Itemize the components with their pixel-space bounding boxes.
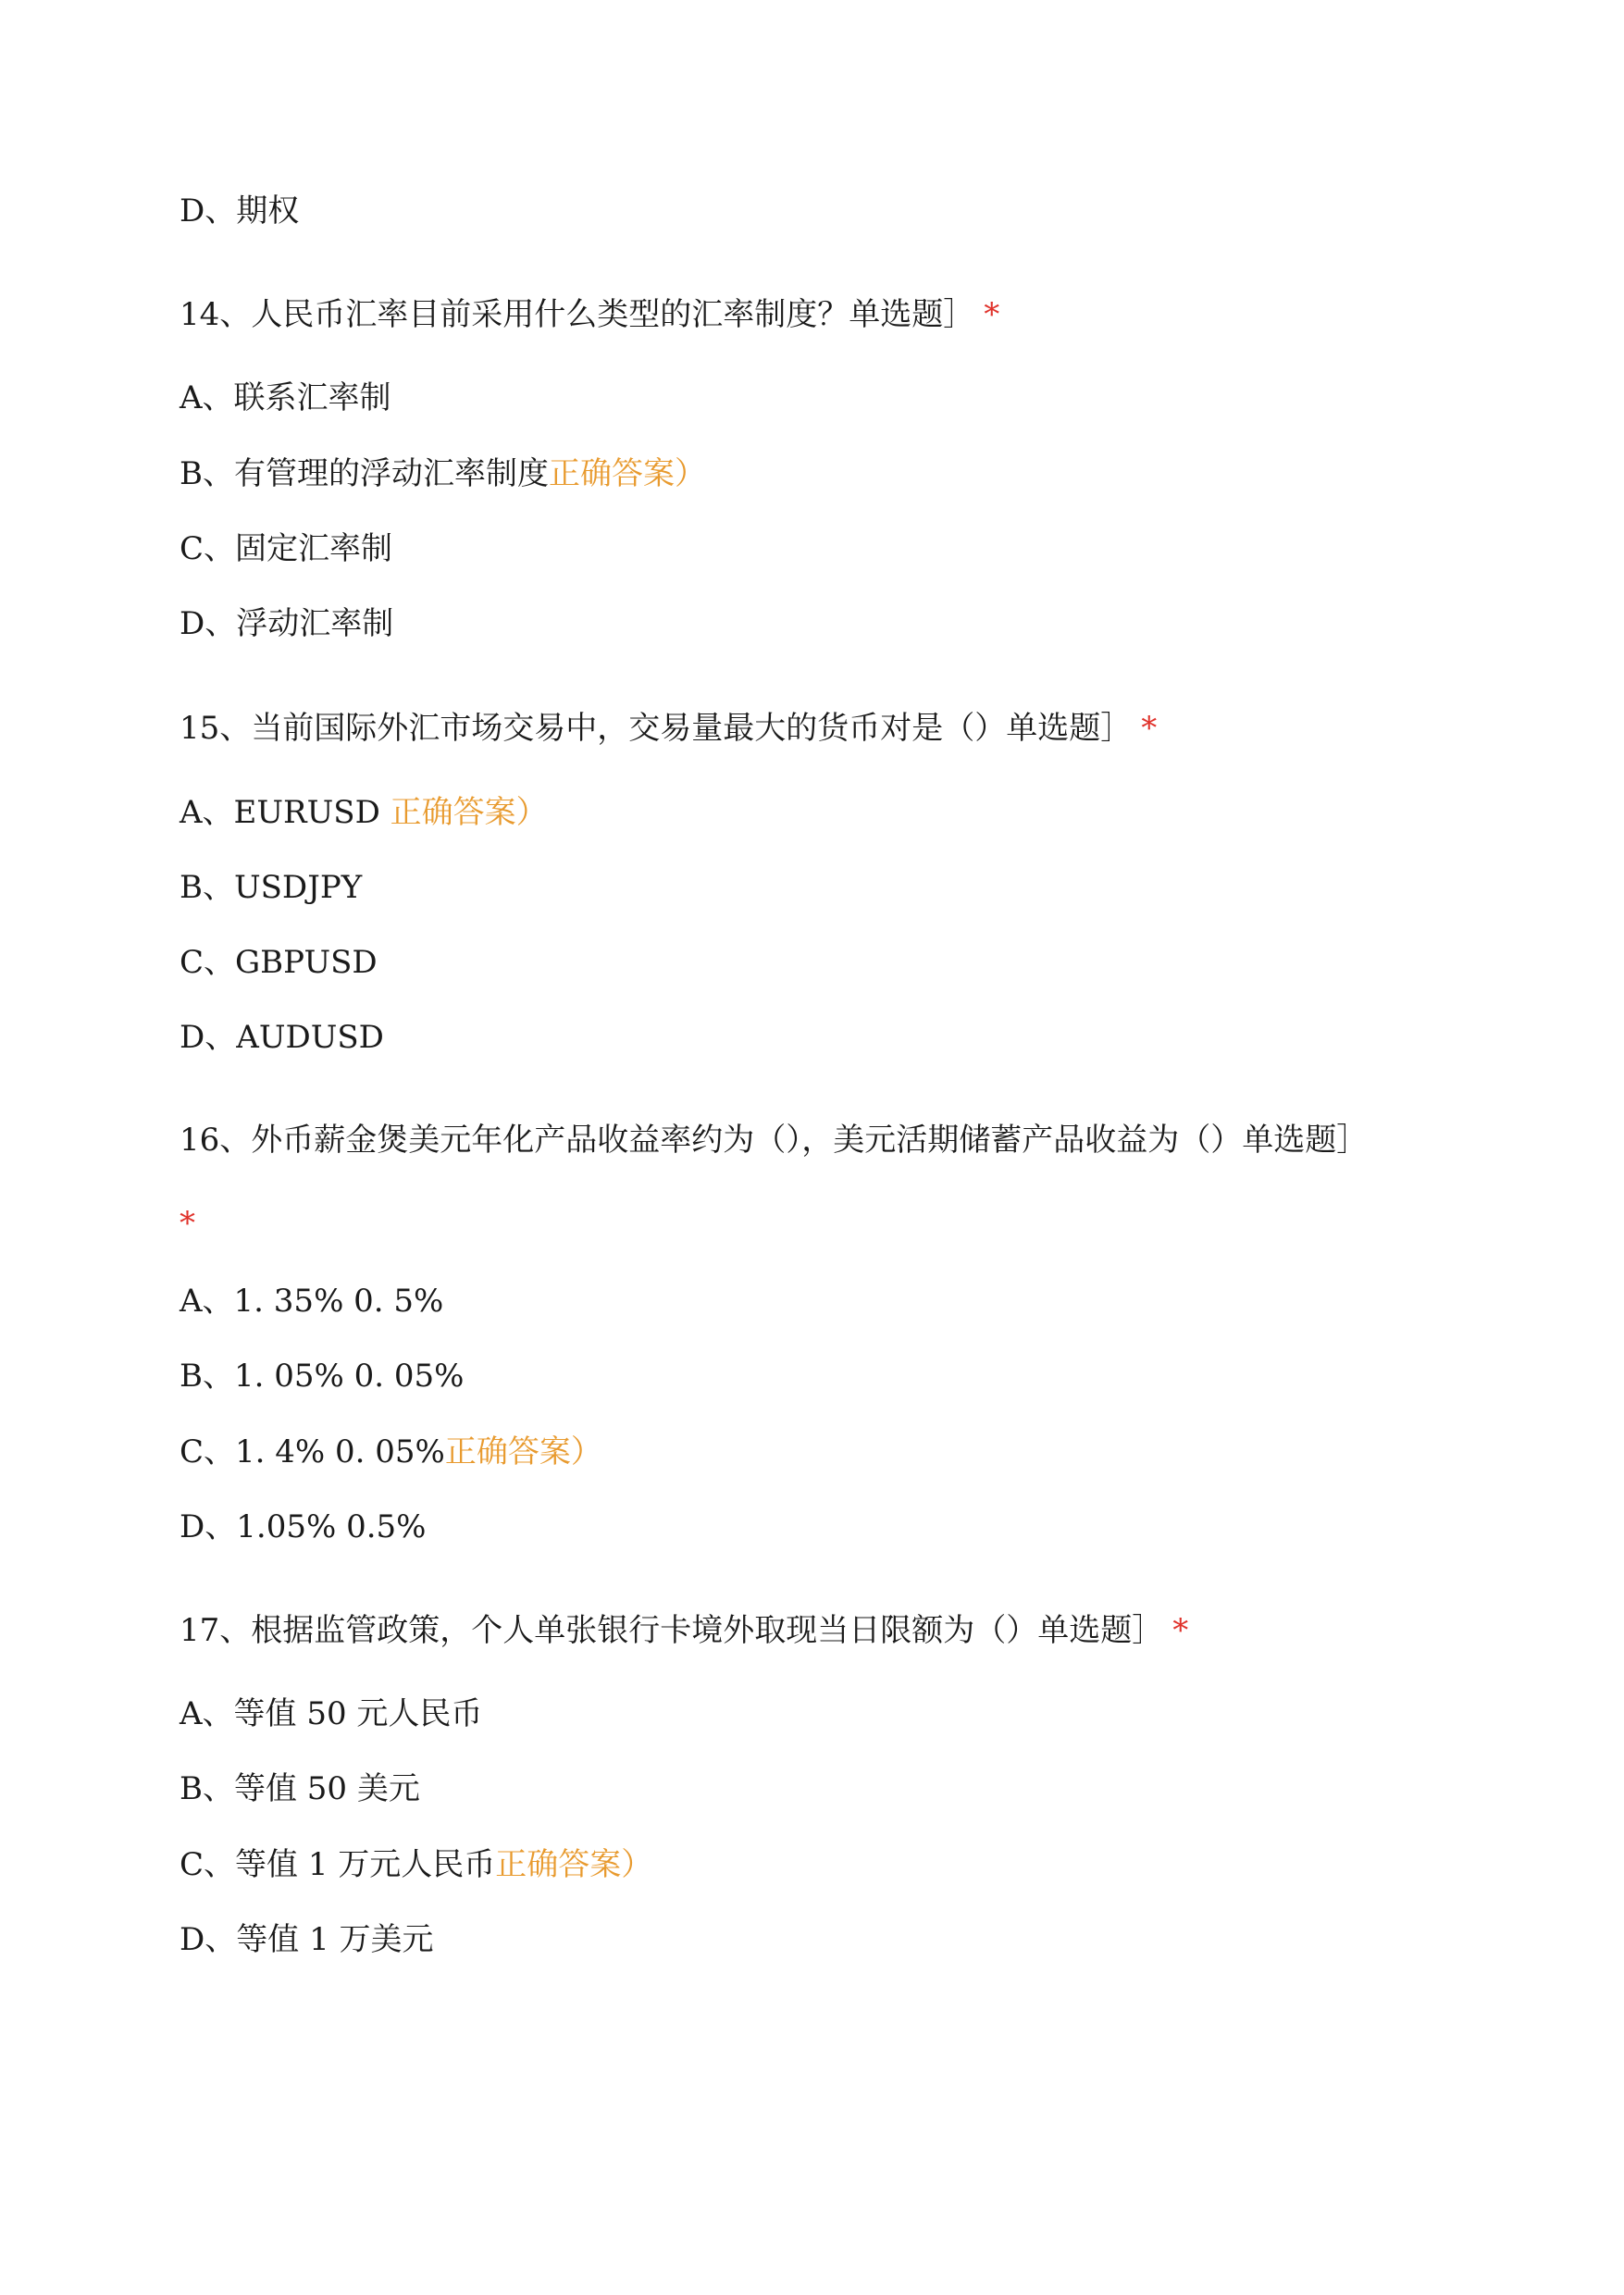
option-text: D、1.05% 0.5% (180, 1508, 427, 1545)
option-text: A、1. 35% 0. 5% (180, 1283, 444, 1320)
option-text: C、1. 4% 0. 05% (180, 1433, 445, 1470)
option-15-a (180, 794, 548, 831)
option-text: B、等值 50 美元 (180, 1770, 420, 1807)
option-14-a (180, 379, 391, 416)
option-13-d (180, 192, 299, 230)
required-mark: * (1141, 710, 1158, 747)
option-text: A、EURUSD (180, 794, 391, 831)
option-text: D、AUDUSD (180, 1019, 384, 1056)
option-16-d (180, 1508, 426, 1545)
option-17-d (180, 1921, 434, 1958)
option-text: C、固定汇率制 (180, 530, 393, 567)
option-15-c (180, 944, 378, 981)
option-16-c (180, 1433, 602, 1470)
question-16-required (180, 1205, 195, 1242)
option-15-b (180, 869, 362, 906)
option-16-a (180, 1283, 443, 1320)
question-14 (180, 296, 999, 333)
option-text: B、USDJPY (180, 869, 363, 906)
required-mark: * (1172, 1612, 1189, 1649)
option-17-a (180, 1695, 482, 1732)
option-17-c (180, 1846, 652, 1883)
question-16 (180, 1122, 1368, 1159)
option-text: D、浮动汇率制 (180, 605, 394, 642)
option-text: A、联系汇率制 (180, 379, 391, 416)
correct-answer-tag: 正确答案） (549, 455, 706, 492)
option-text: A、等值 50 元人民币 (180, 1695, 483, 1732)
option-14-c (180, 530, 392, 567)
required-mark: * (984, 296, 1000, 333)
question-15 (180, 710, 1157, 747)
question-text: 14、人民币汇率目前采用什么类型的汇率制度？单选题］ (180, 296, 975, 333)
option-text: B、1. 05% 0. 05% (180, 1358, 465, 1395)
correct-answer-tag: 正确答案） (495, 1846, 653, 1883)
option-text: D、期权 (180, 192, 300, 230)
option-14-b (180, 455, 706, 492)
option-14-d (180, 605, 393, 642)
option-text: D、等值 1 万美元 (180, 1921, 434, 1958)
question-text: 17、根据监管政策，个人单张银行卡境外取现当日限额为（）单选题］ (180, 1612, 1164, 1649)
option-17-b (180, 1770, 420, 1807)
option-text: C、等值 1 万元人民币 (180, 1846, 496, 1883)
question-text: 16、外币薪金煲美元年化产品收益率约为（），美元活期储蓄产品收益为（）单选题］ (180, 1122, 1369, 1159)
option-15-d (180, 1019, 384, 1056)
option-text: B、有管理的浮动汇率制度 (180, 455, 549, 492)
required-mark: * (180, 1205, 195, 1242)
correct-answer-tag: 正确答案） (390, 794, 548, 831)
option-16-b (180, 1358, 464, 1395)
option-text: C、GBPUSD (180, 944, 378, 981)
question-text: 15、当前国际外汇市场交易中，交易量最大的货币对是（）单选题］ (180, 710, 1133, 747)
correct-answer-tag: 正确答案） (444, 1433, 602, 1470)
question-17 (180, 1612, 1188, 1649)
